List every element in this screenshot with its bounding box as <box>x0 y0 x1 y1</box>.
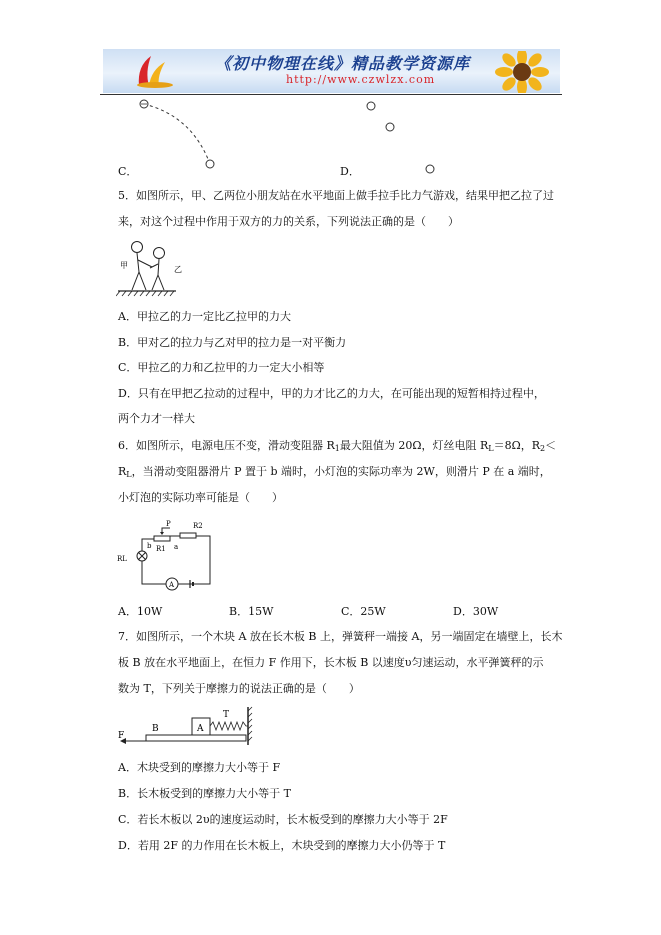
q6-stem-line3: 小灯泡的实际功率可能是（ ） <box>118 491 283 504</box>
q7-stem-line2: 板 B 放在水平地面上，在恒力 F 作用下，长木板 B 以速度υ匀速运动，水平弹簧秤的示 <box>118 656 544 669</box>
q5-tug-figure <box>116 238 196 298</box>
q5-label-jia: 甲 <box>120 261 128 270</box>
prev-option-d: D． <box>340 165 360 178</box>
q6-option-d: D．30W <box>453 605 499 618</box>
q6-text: ，当滑动变阻器滑片 P 置于 b 端时，小灯泡的实际功率为 2W，则滑片 P 在 a 端时， <box>131 465 551 478</box>
q7-label-t: T <box>223 710 230 720</box>
q5-option-c: C．甲拉乙的力和乙拉甲的力一定大小相等 <box>118 361 325 374</box>
q6-sub: L <box>488 444 494 453</box>
q5-label-yi: 乙 <box>174 265 182 274</box>
q6-sub: 1 <box>334 444 340 453</box>
header-title: 《初中物理在线》精品教学资源库 <box>215 54 471 73</box>
q6-text: R <box>118 465 127 478</box>
site-logo-icon <box>133 52 175 90</box>
header-banner <box>103 49 560 93</box>
q6-option-c: C．25W <box>341 605 386 618</box>
q6-text: 6．如图所示，电源电压不变，滑动变阻器 R <box>118 439 335 452</box>
q6-sub: 2 <box>540 444 546 453</box>
q6-option-a: A．10W <box>118 605 163 618</box>
q5-option-d-cont: 两个力才一样大 <box>118 412 195 425</box>
q7-label-a: A <box>197 724 204 734</box>
q6-circuit-figure <box>114 514 214 594</box>
q7-option-b: B．长木板受到的摩擦力大小等于 T <box>118 787 291 800</box>
q7-label-b: B <box>152 724 159 734</box>
q7-option-d: D．若用 2F 的力作用在长木板上，木块受到的摩擦力大小仍等于 T <box>118 839 446 852</box>
q7-label-f: F <box>118 731 125 741</box>
q6-stem-line1 <box>118 439 556 456</box>
q6-label-ammeter: A <box>169 581 175 589</box>
header-url: http://www.czwlzx.com <box>286 73 436 86</box>
q6-label-b: b <box>147 542 152 550</box>
q6-label-r1: R1 <box>156 545 166 553</box>
q5-option-d: D．只有在甲把乙拉动的过程中，甲的力才比乙的力大，在可能出现的短暂相持过程中， <box>118 387 545 400</box>
sunflower-icon <box>492 51 552 93</box>
q5-option-a: A．甲拉乙的力一定比乙拉甲的力大 <box>118 310 291 323</box>
q6-text: ＜ <box>545 439 557 452</box>
q7-stem-line3: 数为 T，下列关于摩擦力的说法正确的是（ ） <box>118 682 360 695</box>
q6-stem-line2 <box>118 465 551 482</box>
q6-label-p: P <box>166 520 171 528</box>
header-rule <box>100 94 562 95</box>
q6-label-a: a <box>174 543 179 551</box>
prev-option-c: C． <box>118 165 138 178</box>
q7-option-c: C．若长木板以 2υ的速度运动时，长木板受到的摩擦力大小等于 2F <box>118 813 448 826</box>
q5-stem-line1: 5．如图所示，甲、乙两位小朋友站在水平地面上做手拉手比力气游戏，结果甲把乙拉了过 <box>118 189 554 202</box>
q6-label-r2: R2 <box>193 522 203 530</box>
q6-option-b: B．15W <box>229 605 274 618</box>
q6-text: 最大阻值为 20Ω，灯丝电阻 R <box>339 439 489 452</box>
q6-text: ＝8Ω，R <box>493 439 540 452</box>
q5-option-b: B．甲对乙的拉力与乙对甲的拉力是一对平衡力 <box>118 336 347 349</box>
q7-friction-figure <box>116 705 256 750</box>
q6-sub: L <box>126 470 132 479</box>
q7-stem-line1: 7．如图所示，一个木块 A 放在长木板 B 上，弹簧秤一端接 A，另一端固定在墙壁上，长木 <box>118 630 563 643</box>
q5-stem-line2: 来，对这个过程中作用于双方的力的关系，下列说法正确的是（ ） <box>118 215 459 228</box>
q6-label-rl: RL <box>117 555 127 563</box>
trajectory-figure-d <box>360 96 440 178</box>
trajectory-figure-c <box>132 96 222 176</box>
q7-option-a: A．木块受到的摩擦力大小等于 F <box>118 761 281 774</box>
